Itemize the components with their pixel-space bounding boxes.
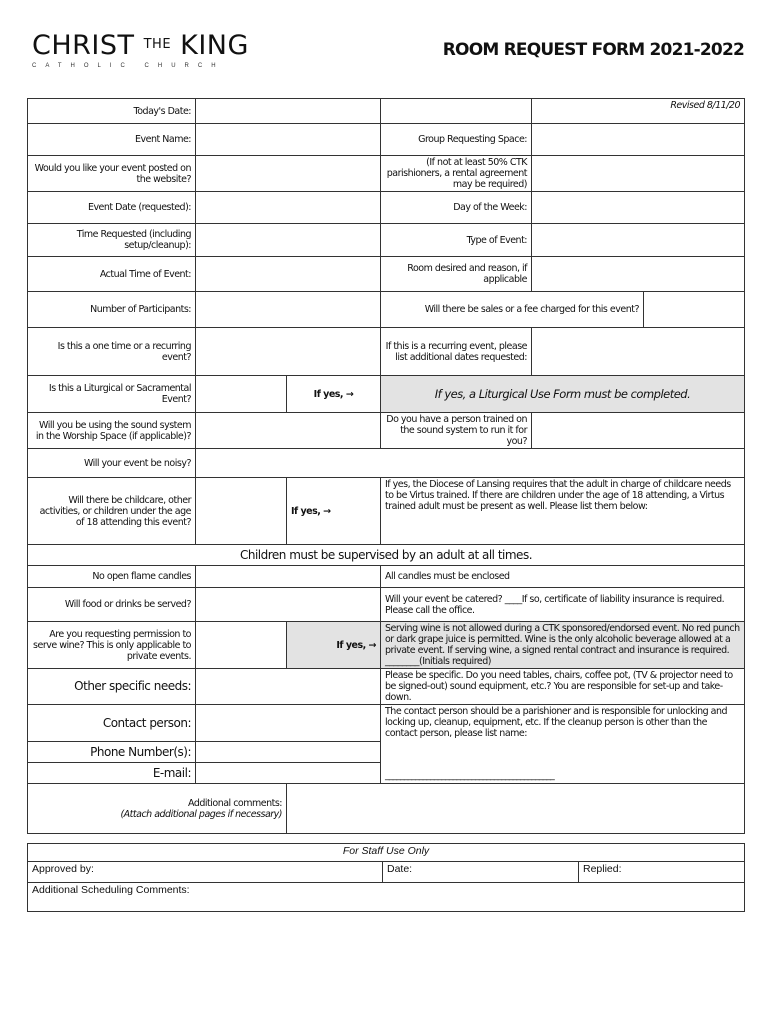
sound-system-label: Will you be using the sound system in the Worship Space (if applicable)? (28, 413, 196, 449)
staff-date-label: Date: (387, 863, 413, 875)
childcare-label: Will there be childcare, other activities, or children under the age of 18 attending this event? (28, 478, 196, 545)
scheduling-comments-label: Additional Scheduling Comments: (32, 884, 190, 896)
phone-label: Phone Number(s): (28, 742, 196, 763)
logo-king: KING (180, 30, 249, 61)
additional-comments-field[interactable] (287, 784, 745, 834)
staff-use-table (27, 843, 745, 912)
approved-by-label: Approved by: (32, 863, 94, 875)
no-flame-field (196, 566, 381, 588)
time-requested-field[interactable] (196, 224, 381, 257)
website-label: Would you like your event posted on the website? (28, 156, 196, 192)
virtus-note: If yes, the Diocese of Lansing requires that the adult in charge of childcare needs to be Virtus trained. If there are children under the age of 18 attending, a Virtus trained adult must be present as well. Please list them below: (381, 478, 745, 545)
trained-person-label: Do you have a person trained on the sound system to run it for you? (381, 413, 532, 449)
logo-christ: CHRIST (32, 30, 135, 61)
wine-rules-note: Serving wine is not allowed during a CTK sponsored/endorsed event. No red punch or dark grape juice is permitted. Wine is the only alcoholic beverage allowed at a private event. If serving wine, a signed rental contract and insurance is required. ________(Initials required) (381, 622, 745, 669)
wine-request-label: Are you requesting permission to serve wine? This is only applicable to private events. (28, 622, 196, 669)
be-specific-note: Please be specific. Do you need tables, chairs, coffee pot, (TV & projector need to be signed-out) sound equipment, etc.? You are responsible for set-up and take-down. (381, 669, 745, 705)
other-needs-label: Other specific needs: (28, 669, 196, 705)
todays-date-label: Today's Date: (28, 99, 196, 124)
childcare-if-yes: If yes, → (287, 478, 381, 545)
todays-date-field[interactable] (196, 99, 381, 124)
liturgical-field[interactable] (196, 376, 287, 413)
participants-field[interactable] (196, 292, 381, 328)
trained-person-field[interactable] (532, 413, 745, 449)
sound-system-field[interactable] (196, 413, 381, 449)
logo-the: THE (143, 37, 172, 52)
liturgical-label: Is this a Liturgical or Sacramental Event? (28, 376, 196, 413)
day-of-week-label: Day of the Week: (381, 192, 532, 224)
food-drinks-field[interactable] (196, 588, 381, 622)
catered-note: Will your event be catered? ____If so, certificate of liability insurance is required. Please call the office. (381, 588, 745, 622)
group-requesting-field[interactable] (532, 124, 745, 156)
event-name-label: Event Name: (28, 124, 196, 156)
contact-person-label: Contact person: (28, 705, 196, 742)
sales-fee-field[interactable] (644, 292, 745, 328)
revised-note: Revised 8/11/20 (532, 99, 745, 124)
event-name-field[interactable] (196, 124, 381, 156)
no-flame-note: No open flame candles (28, 566, 196, 588)
event-date-label: Event Date (requested): (28, 192, 196, 224)
recurring-dates-label: If this is a recurring event, please list additional dates requested: (381, 328, 532, 376)
participants-label: Number of Participants: (28, 292, 196, 328)
sales-fee-label: Will there be sales or a fee charged for this event? (381, 292, 644, 328)
event-date-field[interactable] (196, 192, 381, 224)
website-field[interactable] (196, 156, 381, 192)
other-needs-field[interactable] (196, 669, 381, 705)
form-title: ROOM REQUEST FORM 2021-2022 (442, 40, 744, 60)
noisy-field[interactable] (196, 449, 745, 478)
staff-use-header: For Staff Use Only (28, 844, 745, 862)
staff-date-field[interactable] (383, 862, 579, 883)
liturgical-form-note: If yes, a Liturgical Use Form must be completed. (381, 376, 745, 413)
parishioners-field[interactable] (532, 156, 745, 192)
phone-field[interactable] (196, 742, 381, 763)
day-of-week-field[interactable] (532, 192, 745, 224)
contact-person-field[interactable] (196, 705, 381, 742)
attach-note: (Attach additional pages if necessary) (120, 808, 282, 820)
type-of-event-field[interactable] (532, 224, 745, 257)
contact-note-cell (381, 705, 745, 784)
wine-if-yes: If yes, → (287, 622, 381, 669)
room-desired-label: Room desired and reason, if applicable (381, 257, 532, 292)
logo-subtitle: CATHOLIC CHURCH (32, 63, 225, 69)
one-time-label: Is this a one time or a recurring event? (28, 328, 196, 376)
additional-comments-label-cell (28, 784, 287, 834)
noisy-label: Will your event be noisy? (28, 449, 196, 478)
time-requested-label: Time Requested (including setup/cleanup): (28, 224, 196, 257)
email-label: E-mail: (28, 763, 196, 784)
wine-request-field[interactable] (196, 622, 287, 669)
church-logo (32, 30, 249, 69)
parishioners-note: (If not at least 50% CTK parishioners, a rental agreement may be required) (381, 156, 532, 192)
replied-field[interactable] (579, 862, 745, 883)
name-line[interactable]: _____________________________________________ (385, 770, 554, 781)
additional-comments-label: Additional comments: (188, 797, 282, 809)
todays-date-extra[interactable] (381, 99, 532, 124)
actual-time-field[interactable] (196, 257, 381, 292)
room-request-table (27, 98, 745, 834)
one-time-field[interactable] (196, 328, 381, 376)
type-of-event-label: Type of Event: (381, 224, 532, 257)
actual-time-label: Actual Time of Event: (28, 257, 196, 292)
room-desired-field[interactable] (532, 257, 745, 292)
childcare-field[interactable] (196, 478, 287, 545)
recurring-dates-field[interactable] (532, 328, 745, 376)
contact-note: The contact person should be a parishioner and is responsible for unlocking and locking up, cleanup, equipment, etc. If the cleanup person is other than the contact person, please list name: (385, 706, 728, 739)
group-requesting-label: Group Requesting Space: (381, 124, 532, 156)
liturgical-if-yes: If yes, → (287, 376, 381, 413)
email-field[interactable] (196, 763, 381, 784)
food-drinks-label: Will food or drinks be served? (28, 588, 196, 622)
scheduling-comments-field[interactable] (28, 883, 745, 912)
approved-by-field[interactable] (28, 862, 383, 883)
replied-label: Replied: (583, 863, 622, 875)
supervised-note: Children must be supervised by an adult at all times. (28, 545, 745, 566)
candles-enclosed-note: All candles must be enclosed (381, 566, 745, 588)
